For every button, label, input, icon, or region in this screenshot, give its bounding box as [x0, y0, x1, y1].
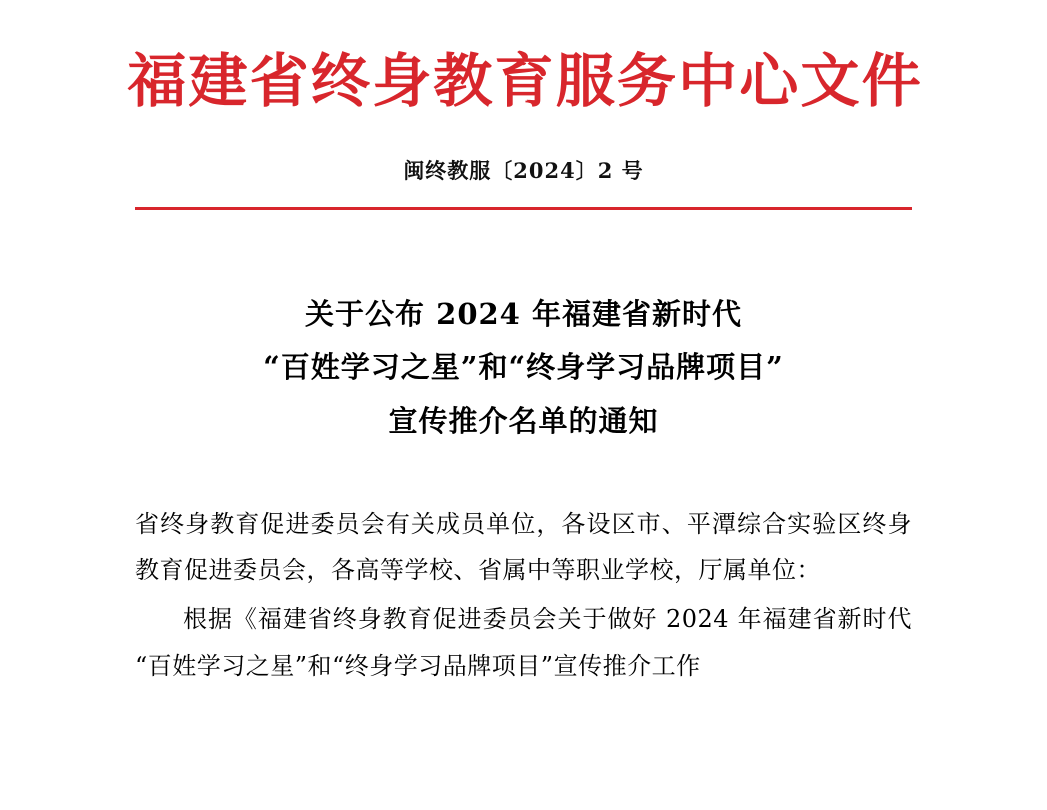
subject-line-2: “百姓学习之星”和“终身学习品牌项目” [263, 350, 784, 385]
header-divider [135, 207, 912, 210]
subject-line-1: 关于公布 2024 年福建省新时代 [305, 296, 742, 331]
body-paragraph: 根据《福建省终身教育促进委员会关于做好 2024 年福建省新时代“百姓学习之星”和“终身学习品牌项目”宣传推介工作 [135, 605, 912, 680]
document-number: 闽终教服〔2024〕2 号 [403, 157, 644, 183]
document-subject [135, 288, 912, 449]
document-body [135, 501, 912, 690]
subject-line-3: 宣传推介名单的通知 [388, 403, 659, 438]
body-paragraph: 省终身教育促进委员会有关成员单位，各设区市、平潭综合实验区终身教育促进委员会，各高等学校、省属中等职业学校，厅属单位： [135, 509, 912, 585]
document-header [127, 0, 923, 210]
page-title: 福建省终身教育服务中心文件 [127, 47, 923, 115]
